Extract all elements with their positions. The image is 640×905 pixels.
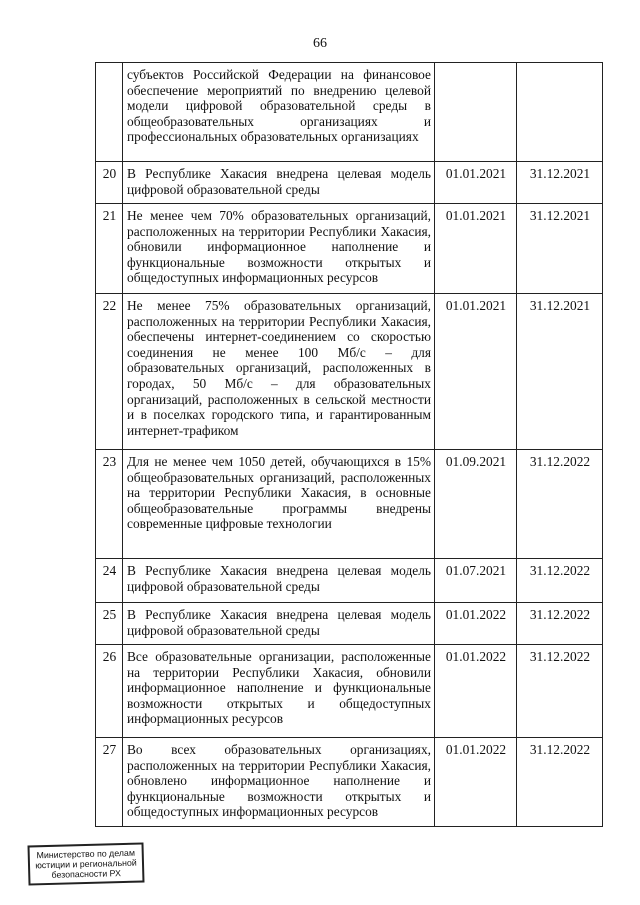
row-start-date: 01.01.2021 (435, 294, 517, 450)
row-number (96, 63, 123, 162)
row-description: В Республике Хакасия внедрена целевая модель цифровой образовательной среды (123, 603, 435, 645)
activities-table (95, 62, 603, 827)
table-row (96, 738, 603, 827)
row-start-date: 01.01.2022 (435, 738, 517, 827)
row-start-date: 01.09.2021 (435, 450, 517, 559)
table-row (96, 603, 603, 645)
page-number: 66 (313, 36, 327, 51)
row-end-date: 31.12.2021 (517, 162, 603, 204)
row-description: В Республике Хакасия внедрена целевая модель цифровой образовательной среды (123, 559, 435, 603)
row-end-date: 31.12.2022 (517, 559, 603, 603)
row-number: 27 (96, 738, 123, 827)
row-number: 22 (96, 294, 123, 450)
row-start-date: 01.01.2021 (435, 204, 517, 294)
table-row (96, 63, 603, 162)
row-number: 24 (96, 559, 123, 603)
table-row (96, 450, 603, 559)
table-row (96, 559, 603, 603)
row-end-date: 31.12.2022 (517, 603, 603, 645)
row-description: Во всех образовательных организациях, расположенных на территории Республики Хакасия, обновлено информационное наполнение и функциональные возможности открытых и общедоступных информационных ресурсов (123, 738, 435, 827)
row-start-date: 01.07.2021 (435, 559, 517, 603)
table-row (96, 645, 603, 738)
row-description: субъектов Российской Федерации на финансовое обеспечение мероприятий по внедрению целевой модели цифровой образовательной среды в общеобразовательных организациях и профессиональных образовательных организациях (123, 63, 435, 162)
row-end-date: 31.12.2021 (517, 294, 603, 450)
row-description: В Республике Хакасия внедрена целевая модель цифровой образовательной среды (123, 162, 435, 204)
row-start-date: 01.01.2022 (435, 603, 517, 645)
row-number: 21 (96, 204, 123, 294)
row-number: 26 (96, 645, 123, 738)
ministry-stamp (27, 842, 144, 885)
row-start-date (435, 63, 517, 162)
table-row (96, 162, 603, 204)
row-end-date (517, 63, 603, 162)
stamp-line-1: Министерство по делам (36, 847, 136, 861)
row-number: 23 (96, 450, 123, 559)
row-start-date: 01.01.2021 (435, 162, 517, 204)
table-row (96, 294, 603, 450)
row-number: 20 (96, 162, 123, 204)
row-end-date: 31.12.2022 (517, 450, 603, 559)
row-description: Не менее чем 70% образовательных организаций, расположенных на территории Республики Хакасия, обновили информационное наполнение и функциональные возможности открытых и общедоступных информационных ресурсов (123, 204, 435, 294)
stamp-line-3: безопасности РХ (51, 868, 122, 880)
row-description: Все образовательные организации, расположенные на территории Республики Хакасия, обновили информационное наполнение и функциональные возможности открытых и общедоступных информационных ресурсов (123, 645, 435, 738)
row-number: 25 (96, 603, 123, 645)
row-description: Не менее 75% образовательных организаций, расположенных на территории Республики Хакасия, обеспечены интернет-соединением со скоростью соединения не менее 100 Мб/с – для образовательных организаций, расположенных в городах, 50 Мб/с – для образовательных организаций, расположенных в сельской местности и в поселках городского типа, и гарантированным интернет-трафиком (123, 294, 435, 450)
row-start-date: 01.01.2022 (435, 645, 517, 738)
row-description: Для не менее чем 1050 детей, обучающихся в 15% общеобразовательных организаций, расположенных на территории Республики Хакасия, в основные общеобразовательные программы внедрены современные цифровые технологии (123, 450, 435, 559)
table-row (96, 204, 603, 294)
stamp-line-2: юстиции и региональной (35, 857, 137, 871)
row-end-date: 31.12.2021 (517, 204, 603, 294)
row-end-date: 31.12.2022 (517, 645, 603, 738)
row-end-date: 31.12.2022 (517, 738, 603, 827)
